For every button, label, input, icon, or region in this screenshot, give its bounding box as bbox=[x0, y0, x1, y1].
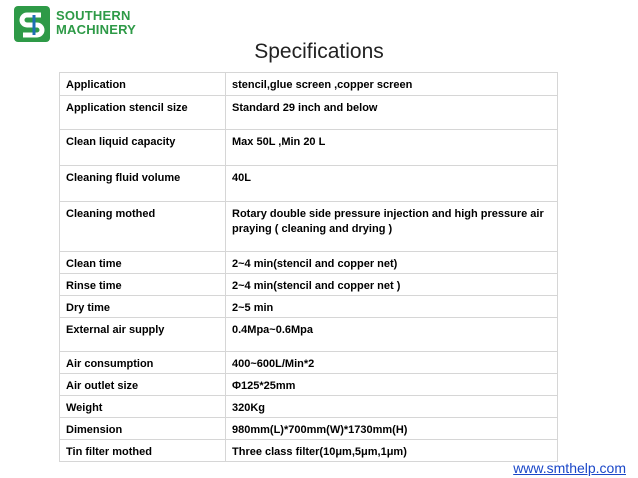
spec-value: Three class filter(10μm,5μm,1μm) bbox=[226, 440, 558, 462]
spec-label: Rinse time bbox=[60, 274, 226, 296]
spec-label: Air outlet size bbox=[60, 374, 226, 396]
table-row bbox=[60, 202, 558, 252]
table-row bbox=[60, 318, 558, 352]
table-row bbox=[60, 396, 558, 418]
spec-value: 400~600L/Min*2 bbox=[226, 352, 558, 374]
website-link[interactable]: www.smthelp.com bbox=[513, 460, 626, 476]
spec-label: Application stencil size bbox=[60, 96, 226, 130]
spec-value: 0.4Mpa~0.6Mpa bbox=[226, 318, 558, 352]
table-row bbox=[60, 252, 558, 274]
spec-label: Application bbox=[60, 73, 226, 96]
logo-line-1: SOUTHERN bbox=[56, 8, 131, 23]
table-row bbox=[60, 166, 558, 202]
specifications-table bbox=[59, 72, 558, 462]
company-logo bbox=[14, 6, 144, 42]
spec-label: Dimension bbox=[60, 418, 226, 440]
spec-value: stencil,glue screen ,copper screen bbox=[226, 73, 558, 96]
table-row bbox=[60, 96, 558, 130]
table-row bbox=[60, 130, 558, 166]
table-row bbox=[60, 418, 558, 440]
spec-value: 320Kg bbox=[226, 396, 558, 418]
spec-label: Cleaning mothed bbox=[60, 202, 226, 252]
table-row bbox=[60, 352, 558, 374]
spec-label: Tin filter mothed bbox=[60, 440, 226, 462]
logo-wordmark bbox=[56, 9, 136, 37]
spec-label: Dry time bbox=[60, 296, 226, 318]
spec-value: Φ125*25mm bbox=[226, 374, 558, 396]
logo-line-2: MACHINERY bbox=[56, 22, 137, 37]
page-title: Specifications bbox=[254, 40, 384, 63]
spec-label: Weight bbox=[60, 396, 226, 418]
spec-value: 2~4 min(stencil and copper net) bbox=[226, 252, 558, 274]
spec-value: 980mm(L)*700mm(W)*1730mm(H) bbox=[226, 418, 558, 440]
southern-machinery-logo-icon bbox=[14, 6, 50, 42]
spec-label: Clean time bbox=[60, 252, 226, 274]
table-row bbox=[60, 73, 558, 96]
spec-value: 2~4 min(stencil and copper net ) bbox=[226, 274, 558, 296]
spec-value: Rotary double side pressure injection and high pressure air praying ( cleaning and drying ) bbox=[226, 202, 558, 252]
table-row bbox=[60, 274, 558, 296]
spec-label: External air supply bbox=[60, 318, 226, 352]
spec-value: 2~5 min bbox=[226, 296, 558, 318]
table-row bbox=[60, 440, 558, 462]
spec-label: Cleaning fluid volume bbox=[60, 166, 226, 202]
table-row bbox=[60, 374, 558, 396]
spec-label: Clean liquid capacity bbox=[60, 130, 226, 166]
spec-value: Max 50L ,Min 20 L bbox=[226, 130, 558, 166]
spec-value: Standard 29 inch and below bbox=[226, 96, 558, 130]
spec-value: 40L bbox=[226, 166, 558, 202]
spec-label: Air consumption bbox=[60, 352, 226, 374]
table-row bbox=[60, 296, 558, 318]
